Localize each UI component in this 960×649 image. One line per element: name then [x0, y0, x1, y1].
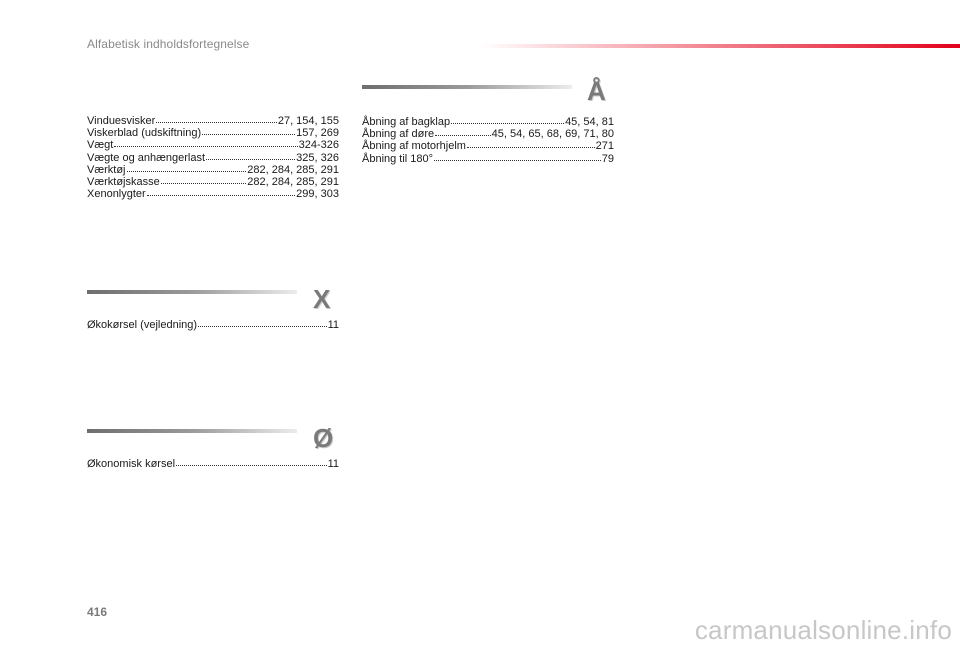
index-entry-term: Åbning af bagklap [362, 116, 451, 128]
index-entry-term: Åbning til 180° [362, 152, 434, 165]
leader-dots [202, 126, 295, 135]
index-entry-pages: 324-326 [298, 139, 339, 152]
header-accent-bar [480, 44, 960, 48]
leader-dots [176, 457, 327, 466]
leader-dots [127, 163, 247, 172]
index-entry [87, 319, 339, 331]
index-section-v [87, 115, 339, 200]
leader-dots [198, 318, 327, 327]
index-entry [87, 188, 339, 200]
watermark: carmanualsonline.info [694, 615, 952, 645]
index-entry-pages: 27, 154, 155 [277, 115, 339, 127]
leader-dots [451, 115, 564, 124]
index-entry-pages: 45, 54, 65, 68, 69, 71, 80 [491, 128, 614, 141]
index-entry-pages: 45, 54, 81 [565, 116, 614, 128]
leader-dots [147, 187, 295, 196]
section-divider-x [87, 290, 297, 294]
leader-dots [161, 175, 247, 184]
index-entry-term: Værktøj [87, 163, 126, 176]
section-letter-aa: Å [587, 76, 606, 106]
index-entry-term: Værktøjskasse [87, 176, 160, 189]
index-entry-term: Viskerblad (udskiftning) [87, 127, 202, 140]
leader-dots [156, 114, 277, 123]
index-entry-pages: 282, 284, 285, 291 [247, 176, 339, 189]
index-entry-pages: 11 [327, 458, 339, 470]
index-entry-pages: 282, 284, 285, 291 [247, 163, 339, 176]
index-entry-pages: 157, 269 [296, 127, 339, 140]
section-divider-aa [362, 85, 572, 89]
index-entry-term: Økokørsel (vejledning) [87, 319, 198, 331]
index-entry-pages: 11 [327, 319, 339, 331]
section-letter-oe: Ø [313, 423, 334, 453]
index-section-aa [362, 116, 614, 165]
index-entry-pages: 325, 326 [296, 151, 339, 164]
index-entry-pages: 299, 303 [296, 188, 339, 201]
leader-dots [206, 151, 295, 160]
leader-dots [114, 138, 297, 147]
index-entry-term: Åbning af døre [362, 128, 435, 141]
index-entry-term: Xenonlygter [87, 188, 146, 201]
leader-dots [435, 127, 491, 136]
page-header-title: Alfabetisk indholdsfortegnelse [87, 37, 250, 51]
leader-dots [467, 139, 595, 148]
index-entry-term: Åbning af motorhjelm [362, 140, 466, 153]
section-letter-x: X [313, 284, 331, 314]
index-section-x [87, 319, 339, 331]
index-entry-term: Økonomisk kørsel [87, 458, 176, 470]
page-number: 416 [87, 605, 108, 619]
index-entry [362, 153, 614, 165]
index-entry-pages: 79 [601, 152, 614, 165]
index-entry-pages: 271 [595, 140, 614, 153]
index-section-oe [87, 458, 339, 470]
section-divider-oe [87, 429, 297, 433]
index-entry-term: Vægte og anhængerlast [87, 151, 206, 164]
index-entry [87, 458, 339, 470]
index-entry-term: Vinduesvisker [87, 115, 156, 127]
leader-dots [434, 152, 601, 161]
index-entry-term: Vægt [87, 139, 114, 152]
